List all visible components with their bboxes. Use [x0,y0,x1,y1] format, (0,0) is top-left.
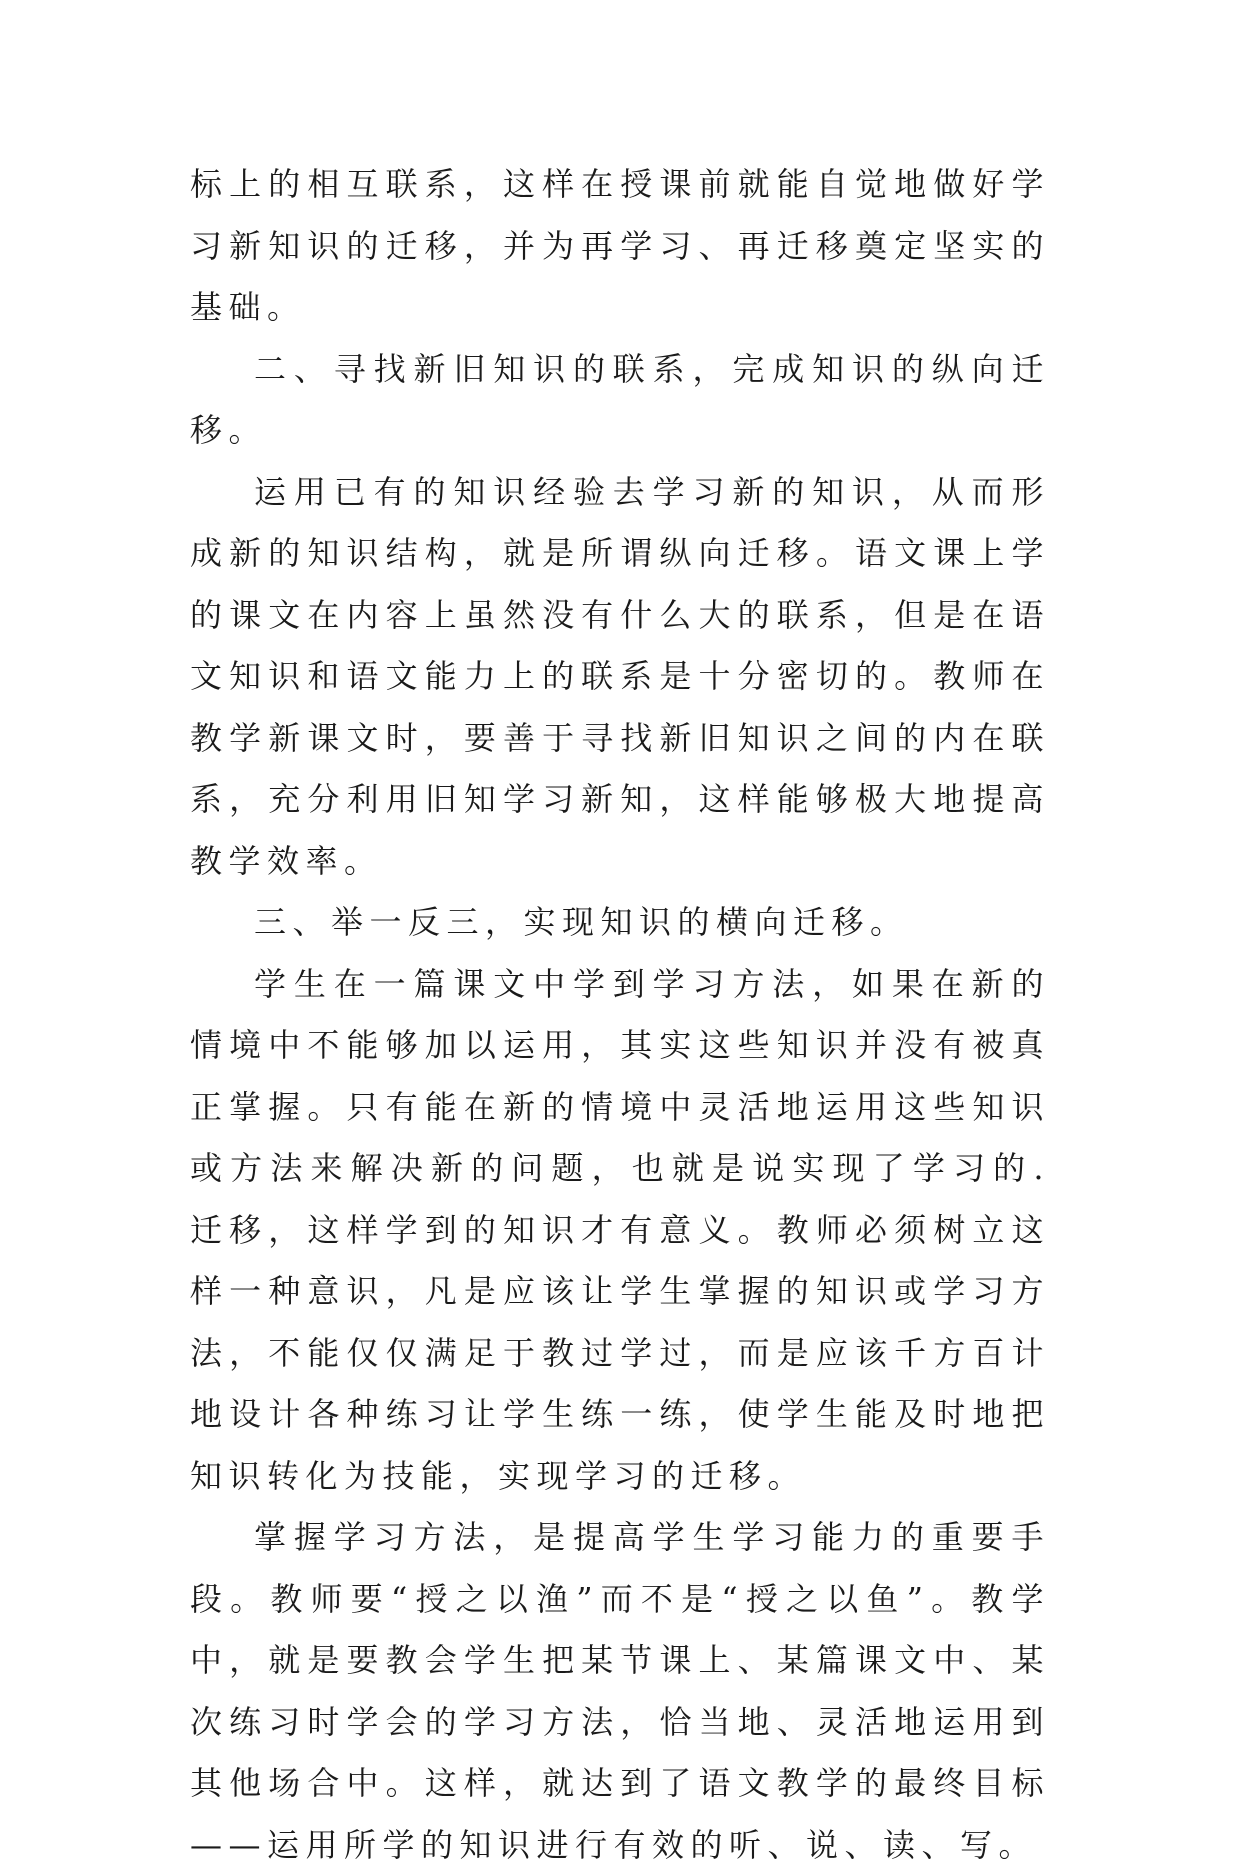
paragraph-continuation: 标上的相互联系，这样在授课前就能自觉地做好学习新知识的迁移，并为再学习、再迁移奠定坚实的基础。 [190,165,1050,326]
section-heading-3: 三、举一反三，实现知识的横向迁移。 [254,903,909,941]
paragraph-learning-methods: 掌握学习方法，是提高学生学习能力的重要手段。教师要“授之以渔”而不是“授之以鱼”。教学中，就是要教会学生把某节课上、某篇课文中、某次练习时学会的学习方法，恰当地、灵活地运用到其他场合中。这样，就达到了语文教学的最终目标——运用所学的知识进行有效的听、说、读、写。 [190,1518,1050,1864]
section-heading-2: 二、寻找新旧知识的联系，完成知识的纵向迁移。 [190,349,1050,449]
paragraph-vertical-transfer: 运用已有的知识经验去学习新的知识，从而形成新的知识结构，就是所谓纵向迁移。语文课上学的课文在内容上虽然没有什么大的联系，但是在语文知识和语文能力上的联系是十分密切的。教师在教学新课文时，要善于寻找新旧知识之间的内在联系，充分利用旧知学习新知，这样能够极大地提高教学效率。 [190,472,1050,880]
document-body [190,154,1050,1876]
paragraph-horizontal-transfer: 学生在一篇课文中学到学习方法，如果在新的情境中不能够加以运用，其实这些知识并没有被真正掌握。只有能在新的情境中灵活地运用这些知识或方法来解决新的问题，也就是说实现了学习的.迁移，这样学到的知识才有意义。教师必须树立这样一种意识，凡是应该让学生掌握的知识或学习方法，不能仅仅满足于教过学过，而是应该千方百计地设计各种练习让学生练一练，使学生能及时地把知识转化为技能，实现学习的迁移。 [190,964,1050,1495]
